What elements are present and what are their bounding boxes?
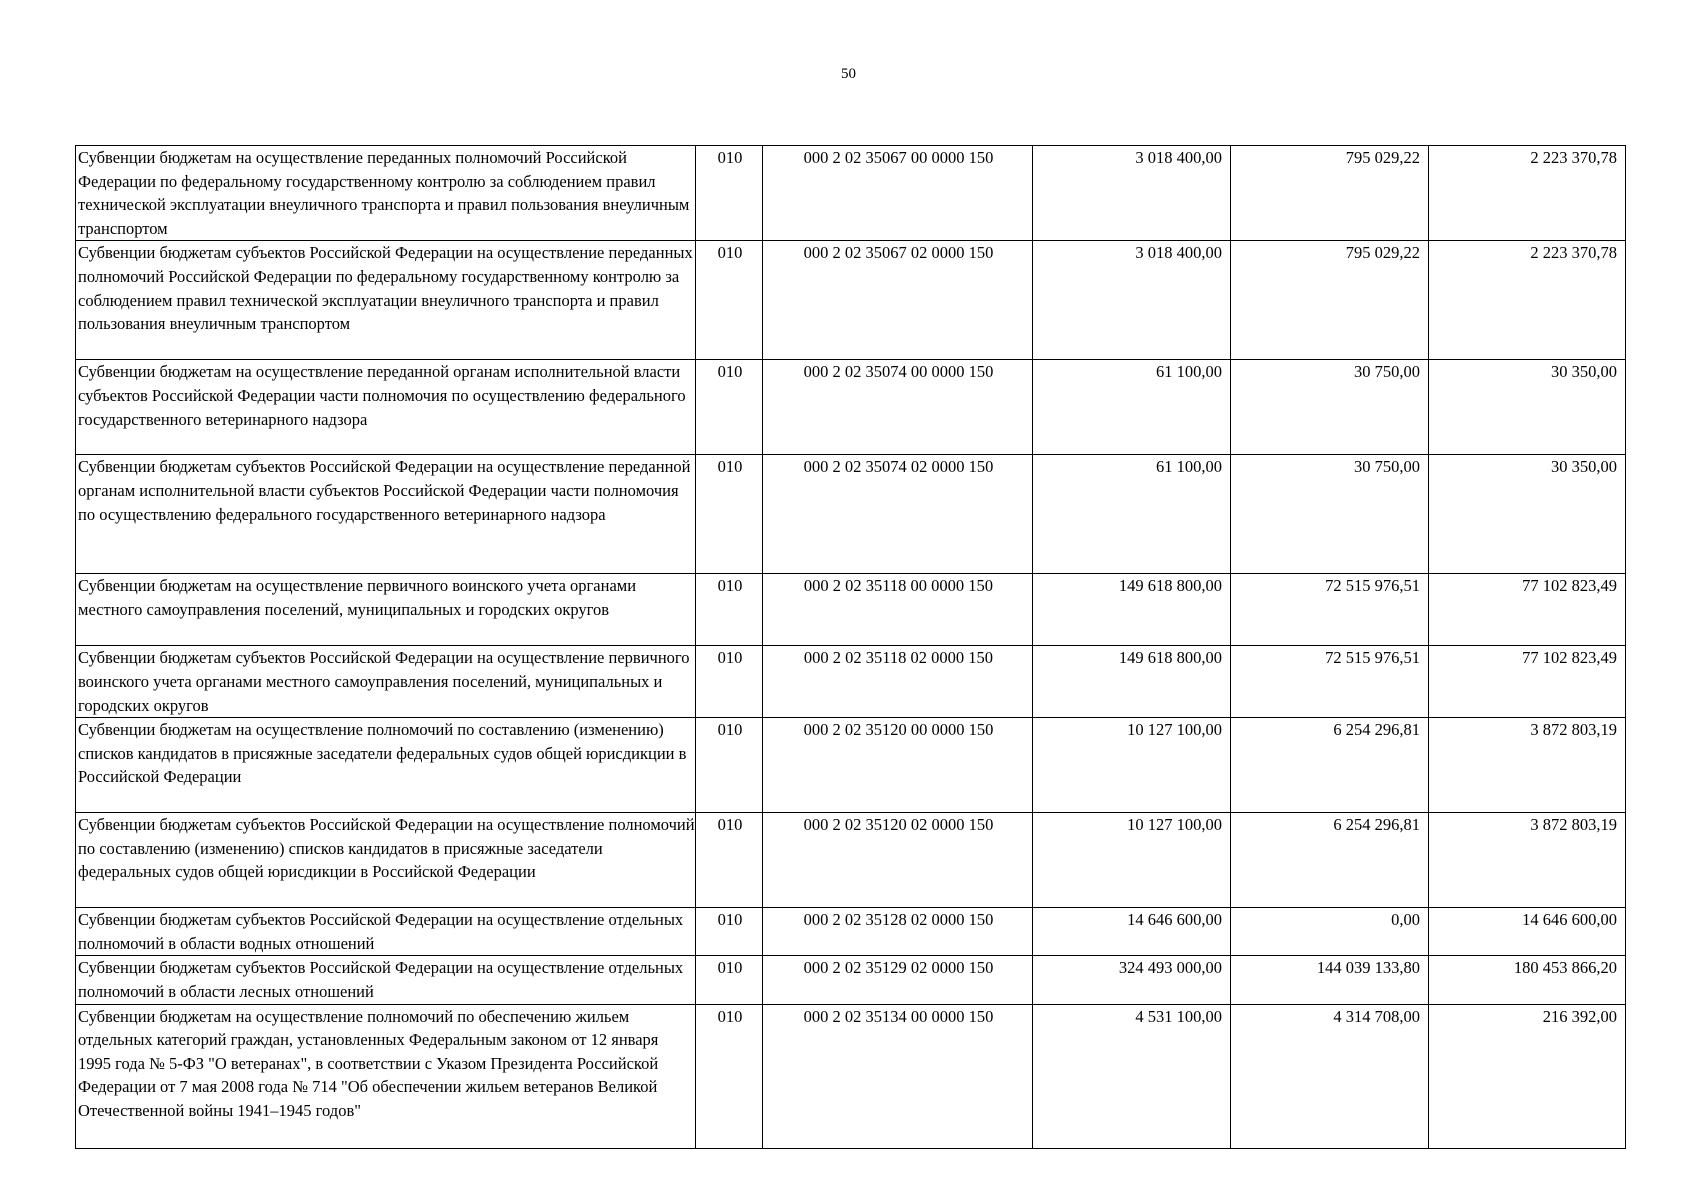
- row-executed-amount: 30 750,00: [1231, 360, 1429, 455]
- row-executed-amount: 144 039 133,80: [1231, 956, 1429, 1004]
- row-unexecuted-amount: 30 350,00: [1429, 455, 1626, 574]
- table-row: [76, 146, 1626, 241]
- row-executed-amount: 795 029,22: [1231, 241, 1429, 360]
- row-description: Субвенции бюджетам субъектов Российской Федерации на осуществление первичного воинского учета органами местного самоуправления поселений, муниципальных и городских округов: [76, 646, 696, 718]
- row-approved-amount: 149 618 800,00: [1033, 574, 1231, 646]
- row-unexecuted-amount: 180 453 866,20: [1429, 956, 1626, 1004]
- row-admin-code: 010: [696, 1004, 763, 1148]
- row-unexecuted-amount: 77 102 823,49: [1429, 574, 1626, 646]
- row-approved-amount: 61 100,00: [1033, 455, 1231, 574]
- table-row: [76, 908, 1626, 956]
- page-number: 50: [841, 66, 856, 82]
- budget-table: [75, 145, 1626, 1149]
- row-executed-amount: 6 254 296,81: [1231, 813, 1429, 908]
- row-kbk-code: 000 2 02 35118 02 0000 150: [763, 646, 1033, 718]
- row-admin-code: 010: [696, 360, 763, 455]
- row-unexecuted-amount: 30 350,00: [1429, 360, 1626, 455]
- row-approved-amount: 14 646 600,00: [1033, 908, 1231, 956]
- row-admin-code: 010: [696, 455, 763, 574]
- row-description: Субвенции бюджетам на осуществление переданной органам исполнительной власти субъектов Российской Федерации части полномочия по осуществлению федерального государственного ветеринарного надзора: [76, 360, 696, 455]
- row-approved-amount: 324 493 000,00: [1033, 956, 1231, 1004]
- row-approved-amount: 61 100,00: [1033, 360, 1231, 455]
- table-row: [76, 813, 1626, 908]
- row-description: Субвенции бюджетам на осуществление первичного воинского учета органами местного самоуправления поселений, муниципальных и городских округов: [76, 574, 696, 646]
- row-executed-amount: 72 515 976,51: [1231, 646, 1429, 718]
- row-description: Субвенции бюджетам субъектов Российской Федерации на осуществление переданной органам исполнительной власти субъектов Российской Федерации части полномочия по осуществлению федерального государственного ветеринарного надзора: [76, 455, 696, 574]
- row-admin-code: 010: [696, 813, 763, 908]
- row-executed-amount: 0,00: [1231, 908, 1429, 956]
- row-admin-code: 010: [696, 646, 763, 718]
- row-admin-code: 010: [696, 718, 763, 813]
- row-kbk-code: 000 2 02 35129 02 0000 150: [763, 956, 1033, 1004]
- row-unexecuted-amount: 2 223 370,78: [1429, 146, 1626, 241]
- row-kbk-code: 000 2 02 35134 00 0000 150: [763, 1004, 1033, 1148]
- row-unexecuted-amount: 3 872 803,19: [1429, 718, 1626, 813]
- row-approved-amount: 3 018 400,00: [1033, 146, 1231, 241]
- row-kbk-code: 000 2 02 35120 00 0000 150: [763, 718, 1033, 813]
- row-description: Субвенции бюджетам субъектов Российской Федерации на осуществление переданных полномочий Российской Федерации по федеральному государственному контролю за соблюдением правил технической эксплуатации внеуличного транспорта и правил пользования внеуличным транспортом: [76, 241, 696, 360]
- row-executed-amount: 4 314 708,00: [1231, 1004, 1429, 1148]
- table-row: [76, 360, 1626, 455]
- row-executed-amount: 30 750,00: [1231, 455, 1429, 574]
- row-admin-code: 010: [696, 241, 763, 360]
- row-admin-code: 010: [696, 146, 763, 241]
- row-description: Субвенции бюджетам на осуществление переданных полномочий Российской Федерации по федеральному государственному контролю за соблюдением правил технической эксплуатации внеуличного транспорта и правил пользования внеуличным транспортом: [76, 146, 696, 241]
- row-executed-amount: 6 254 296,81: [1231, 718, 1429, 813]
- row-kbk-code: 000 2 02 35067 00 0000 150: [763, 146, 1033, 241]
- row-unexecuted-amount: 3 872 803,19: [1429, 813, 1626, 908]
- row-kbk-code: 000 2 02 35118 00 0000 150: [763, 574, 1033, 646]
- row-kbk-code: 000 2 02 35074 00 0000 150: [763, 360, 1033, 455]
- row-executed-amount: 795 029,22: [1231, 146, 1429, 241]
- row-approved-amount: 10 127 100,00: [1033, 718, 1231, 813]
- row-kbk-code: 000 2 02 35074 02 0000 150: [763, 455, 1033, 574]
- row-kbk-code: 000 2 02 35067 02 0000 150: [763, 241, 1033, 360]
- table-row: [76, 646, 1626, 718]
- budget-table-container: [75, 145, 1625, 1149]
- row-description: Субвенции бюджетам на осуществление полномочий по составлению (изменению) списков кандидатов в присяжные заседатели федеральных судов общей юрисдикции в Российской Федерации: [76, 718, 696, 813]
- row-kbk-code: 000 2 02 35120 02 0000 150: [763, 813, 1033, 908]
- row-unexecuted-amount: 216 392,00: [1429, 1004, 1626, 1148]
- row-description: Субвенции бюджетам субъектов Российской Федерации на осуществление отдельных полномочий в области лесных отношений: [76, 956, 696, 1004]
- row-executed-amount: 72 515 976,51: [1231, 574, 1429, 646]
- row-description: Субвенции бюджетам на осуществление полномочий по обеспечению жильем отдельных категорий граждан, установленных Федеральным законом от 12 января 1995 года № 5-ФЗ "О ветеранах", в соответствии с Указом Президента Российской Федерации от 7 мая 2008 года № 714 "Об обеспечении жильем ветеранов Великой Отечественной войны 1941–1945 годов": [76, 1004, 696, 1148]
- row-admin-code: 010: [696, 574, 763, 646]
- row-unexecuted-amount: 2 223 370,78: [1429, 241, 1626, 360]
- row-description: Субвенции бюджетам субъектов Российской Федерации на осуществление полномочий по составлению (изменению) списков кандидатов в присяжные заседатели федеральных судов общей юрисдикции в Российской Федерации: [76, 813, 696, 908]
- row-approved-amount: 10 127 100,00: [1033, 813, 1231, 908]
- row-unexecuted-amount: 77 102 823,49: [1429, 646, 1626, 718]
- table-row: [76, 956, 1626, 1004]
- table-row: [76, 574, 1626, 646]
- row-description: Субвенции бюджетам субъектов Российской Федерации на осуществление отдельных полномочий в области водных отношений: [76, 908, 696, 956]
- table-row: [76, 241, 1626, 360]
- table-row: [76, 455, 1626, 574]
- row-kbk-code: 000 2 02 35128 02 0000 150: [763, 908, 1033, 956]
- table-row: [76, 718, 1626, 813]
- row-approved-amount: 3 018 400,00: [1033, 241, 1231, 360]
- row-admin-code: 010: [696, 956, 763, 1004]
- row-unexecuted-amount: 14 646 600,00: [1429, 908, 1626, 956]
- row-approved-amount: 149 618 800,00: [1033, 646, 1231, 718]
- row-admin-code: 010: [696, 908, 763, 956]
- table-row: [76, 1004, 1626, 1148]
- row-approved-amount: 4 531 100,00: [1033, 1004, 1231, 1148]
